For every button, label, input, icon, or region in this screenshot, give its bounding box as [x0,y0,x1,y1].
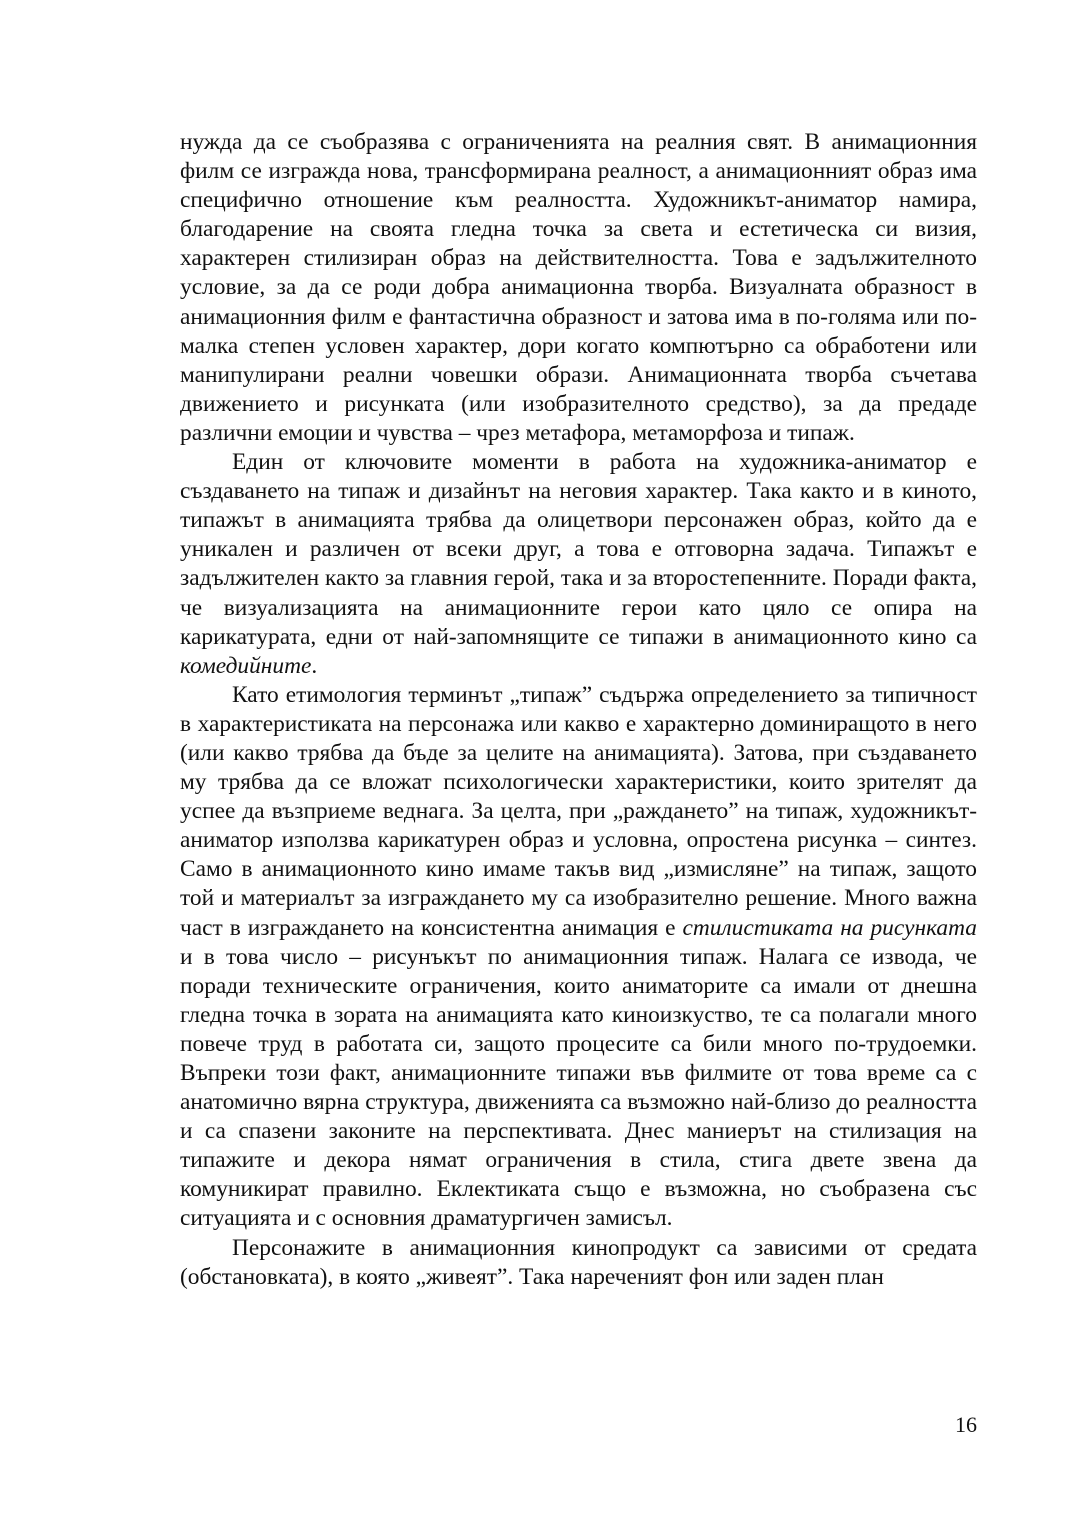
paragraph-text: Като етимология терминът „типаж” съдържа определението за типичност в характеристиката на персонажа или какво е характерно доминиращото в него (или какво трябва да бъде за целите на анимацията). Затова, при създаването му трябва да се вложат психологически характеристики, които зрителят да успее да възприеме веднага. За целта, при „раждането” на типаж, художникът-аниматор използва карикатурен образ и условна, опростена рисунка – синтез. Само в анимационното кино имаме такъв вид „измисляне” на типаж, защото той и материалът за изграждането му са изобразително решение. Много важна част в изграждането на консистентна анимация е [180,681,977,941]
body-text [180,128,977,1292]
paragraph-text: . [311,652,318,679]
paragraph-2 [180,448,977,681]
italic-term: стилистиката на рисунката [682,914,977,941]
paragraph-4 [180,1234,977,1292]
page-number: 16 [955,1412,977,1437]
italic-term: комедийните [180,652,312,679]
paragraph-text: Един от ключовите моменти в работа на художника-аниматор е създаването на типаж и дизайнът на неговия характер. Така както и в киното, типажът в анимацията трябва да олицетвори персонажен образ, който да е уникален и различен от всеки друг, а това е отговорна задача. Типажът е задължителен както за главния герой, така и за второстепенните. Поради факта, че визуализацията на анимационните герои като цяло се опира на карикатурата, едни от най-запомнящите се типажи в анимационното кино са [180,449,977,650]
paragraph-text: нужда да се съобразява с ограниченията на реалния свят. В анимационния филм се изгражда нова, трансформирана реалност, а анимационният образ има специфично отношение към реалността. Художникът-аниматор намира, благодарение на своята гледна точка за света и естетическа си визия, характерен стилизиран образ на действителността. Това е задължителното условие, за да се роди добра анимационна творба. Визуалната образност в анимационния филм е фантастична образност и затова има в по-голяма или по-малка степен условен характер, дори когато компютърно са обработени или манипулирани реални човешки образи. Анимационната творба съчетава движението и рисунката (или изобразителното средство), за да предаде различни емоции и чувства – чрез метафора, метаморфоза и типаж. [180,129,977,446]
paragraph-text: и в това число – рисунъкът по анимационния типаж. Налага се извода, че поради техническите ограничения, които аниматорите са имали от днешна гледна точка в зората на анимацията като киноизкуство, те са полагали много повече труд в работата си, защото процесите са били много по-трудоемки. Въпреки този факт, анимационните типажи във филмите от това време са с анатомично вярна структура, движенията са възможно най-близо до реалността и са спазени законите на перспективата. Днес маниерът на стилизация на типажите и декора нямат ограничения в стила, стига двете звена да комуникират правилно. Еклектиката също е възможна, но съобразена със ситуацията и с основния драматургичен замисъл. [180,943,977,1232]
paragraph-1 [180,128,977,448]
paragraph-text: Персонажите в анимационния кинопродукт са зависими от средата (обстановката), в която „живеят”. Така нареченият фон или заден план [180,1234,977,1290]
paragraph-3 [180,681,977,1234]
